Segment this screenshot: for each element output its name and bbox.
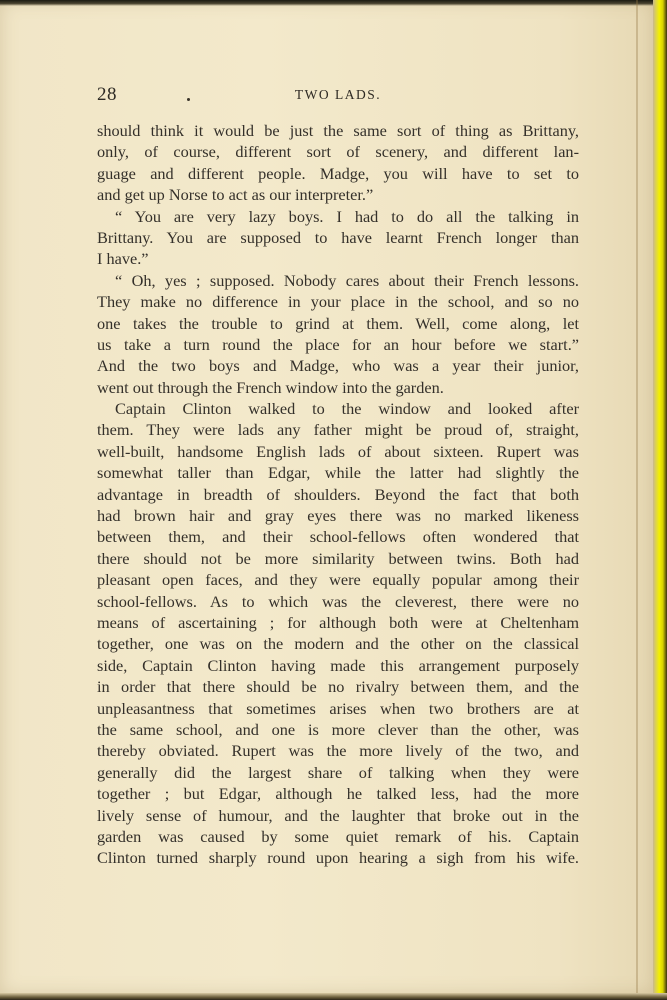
text-line: only, of course, different sort of scenery, and different lan- [97, 142, 579, 162]
text-line: went out through the French window into the garden. [97, 377, 444, 397]
text-line: between them, and their school-fellows often wondered that [97, 527, 579, 547]
text-line: thereby obviated. Rupert was the more lively of the two, and [97, 741, 579, 761]
text-line: lively sense of humour, and the laughter that broke out in the [97, 805, 579, 825]
text-line: there should not be more similarity between twins. Both had [97, 548, 579, 568]
text-line: together, one was on the modern and the other on the classical [97, 634, 579, 654]
book-edge [653, 0, 667, 1000]
body-text [97, 120, 579, 869]
text-line: “ You are very lazy boys. I had to do all the talking in [115, 206, 579, 226]
page-bottom-edge [0, 993, 667, 1000]
text-line: unpleasantness that sometimes arises when two brothers are at [97, 698, 579, 718]
running-title: TWO LADS. [294, 87, 382, 102]
text-line: Clinton turned sharply round upon hearing a sigh from his wife. [97, 848, 579, 868]
text-line: one takes the trouble to grind at them. Well, come along, let [97, 313, 579, 333]
text-line: And the two boys and Madge, who was a year their junior, [97, 356, 579, 376]
text-line: together ; but Edgar, although he talked less, had the more [97, 784, 579, 804]
page-top-edge [0, 0, 655, 6]
text-line: advantage in breadth of shoulders. Beyond the fact that both [97, 484, 579, 504]
text-line: us take a turn round the place for an hour before we start.” [97, 334, 579, 354]
text-line: and get up Norse to act as our interpreter.” [97, 185, 374, 205]
text-line: school-fellows. As to which was the cleverest, there were no [97, 591, 579, 611]
text-line: side, Captain Clinton having made this arrangement purposely [97, 655, 579, 675]
text-line: somewhat taller than Edgar, while the latter had slightly the [97, 463, 579, 483]
text-line: had brown hair and gray eyes there was no marked likeness [97, 506, 579, 526]
text-line: “ Oh, yes ; supposed. Nobody cares about their French lessons. [115, 270, 579, 290]
page-fold-shadow [636, 0, 638, 995]
text-line: garden was caused by some quiet remark of his. Captain [97, 826, 579, 846]
text-line: should think it would be just the same sort of thing as Brittany, [97, 121, 579, 140]
text-line: guage and different people. Madge, you will have to set to [97, 163, 579, 183]
text-line: in order that there should be no rivalry between them, and the [97, 677, 579, 697]
text-line: pleasant open faces, and they were equally popular among their [97, 570, 579, 590]
text-line: generally did the largest share of talking when they were [97, 762, 579, 782]
text-line: means of ascertaining ; for although both were at Cheltenham [97, 612, 579, 632]
text-line: I have.” [97, 249, 149, 269]
page-number: 28 [97, 84, 117, 105]
text-line: Brittany. You are supposed to have learnt French longer than [97, 227, 579, 247]
text-line: well-built, handsome English lads of about sixteen. Rupert was [97, 441, 579, 461]
text-line: them. They were lads any father might be proud of, straight, [97, 420, 579, 440]
text-line: Captain Clinton walked to the window and looked after [115, 399, 579, 419]
text-line: the same school, and one is more clever than the other, was [97, 719, 579, 739]
page-header [97, 84, 579, 110]
text-line: They make no difference in your place in the school, and so no [97, 292, 579, 312]
